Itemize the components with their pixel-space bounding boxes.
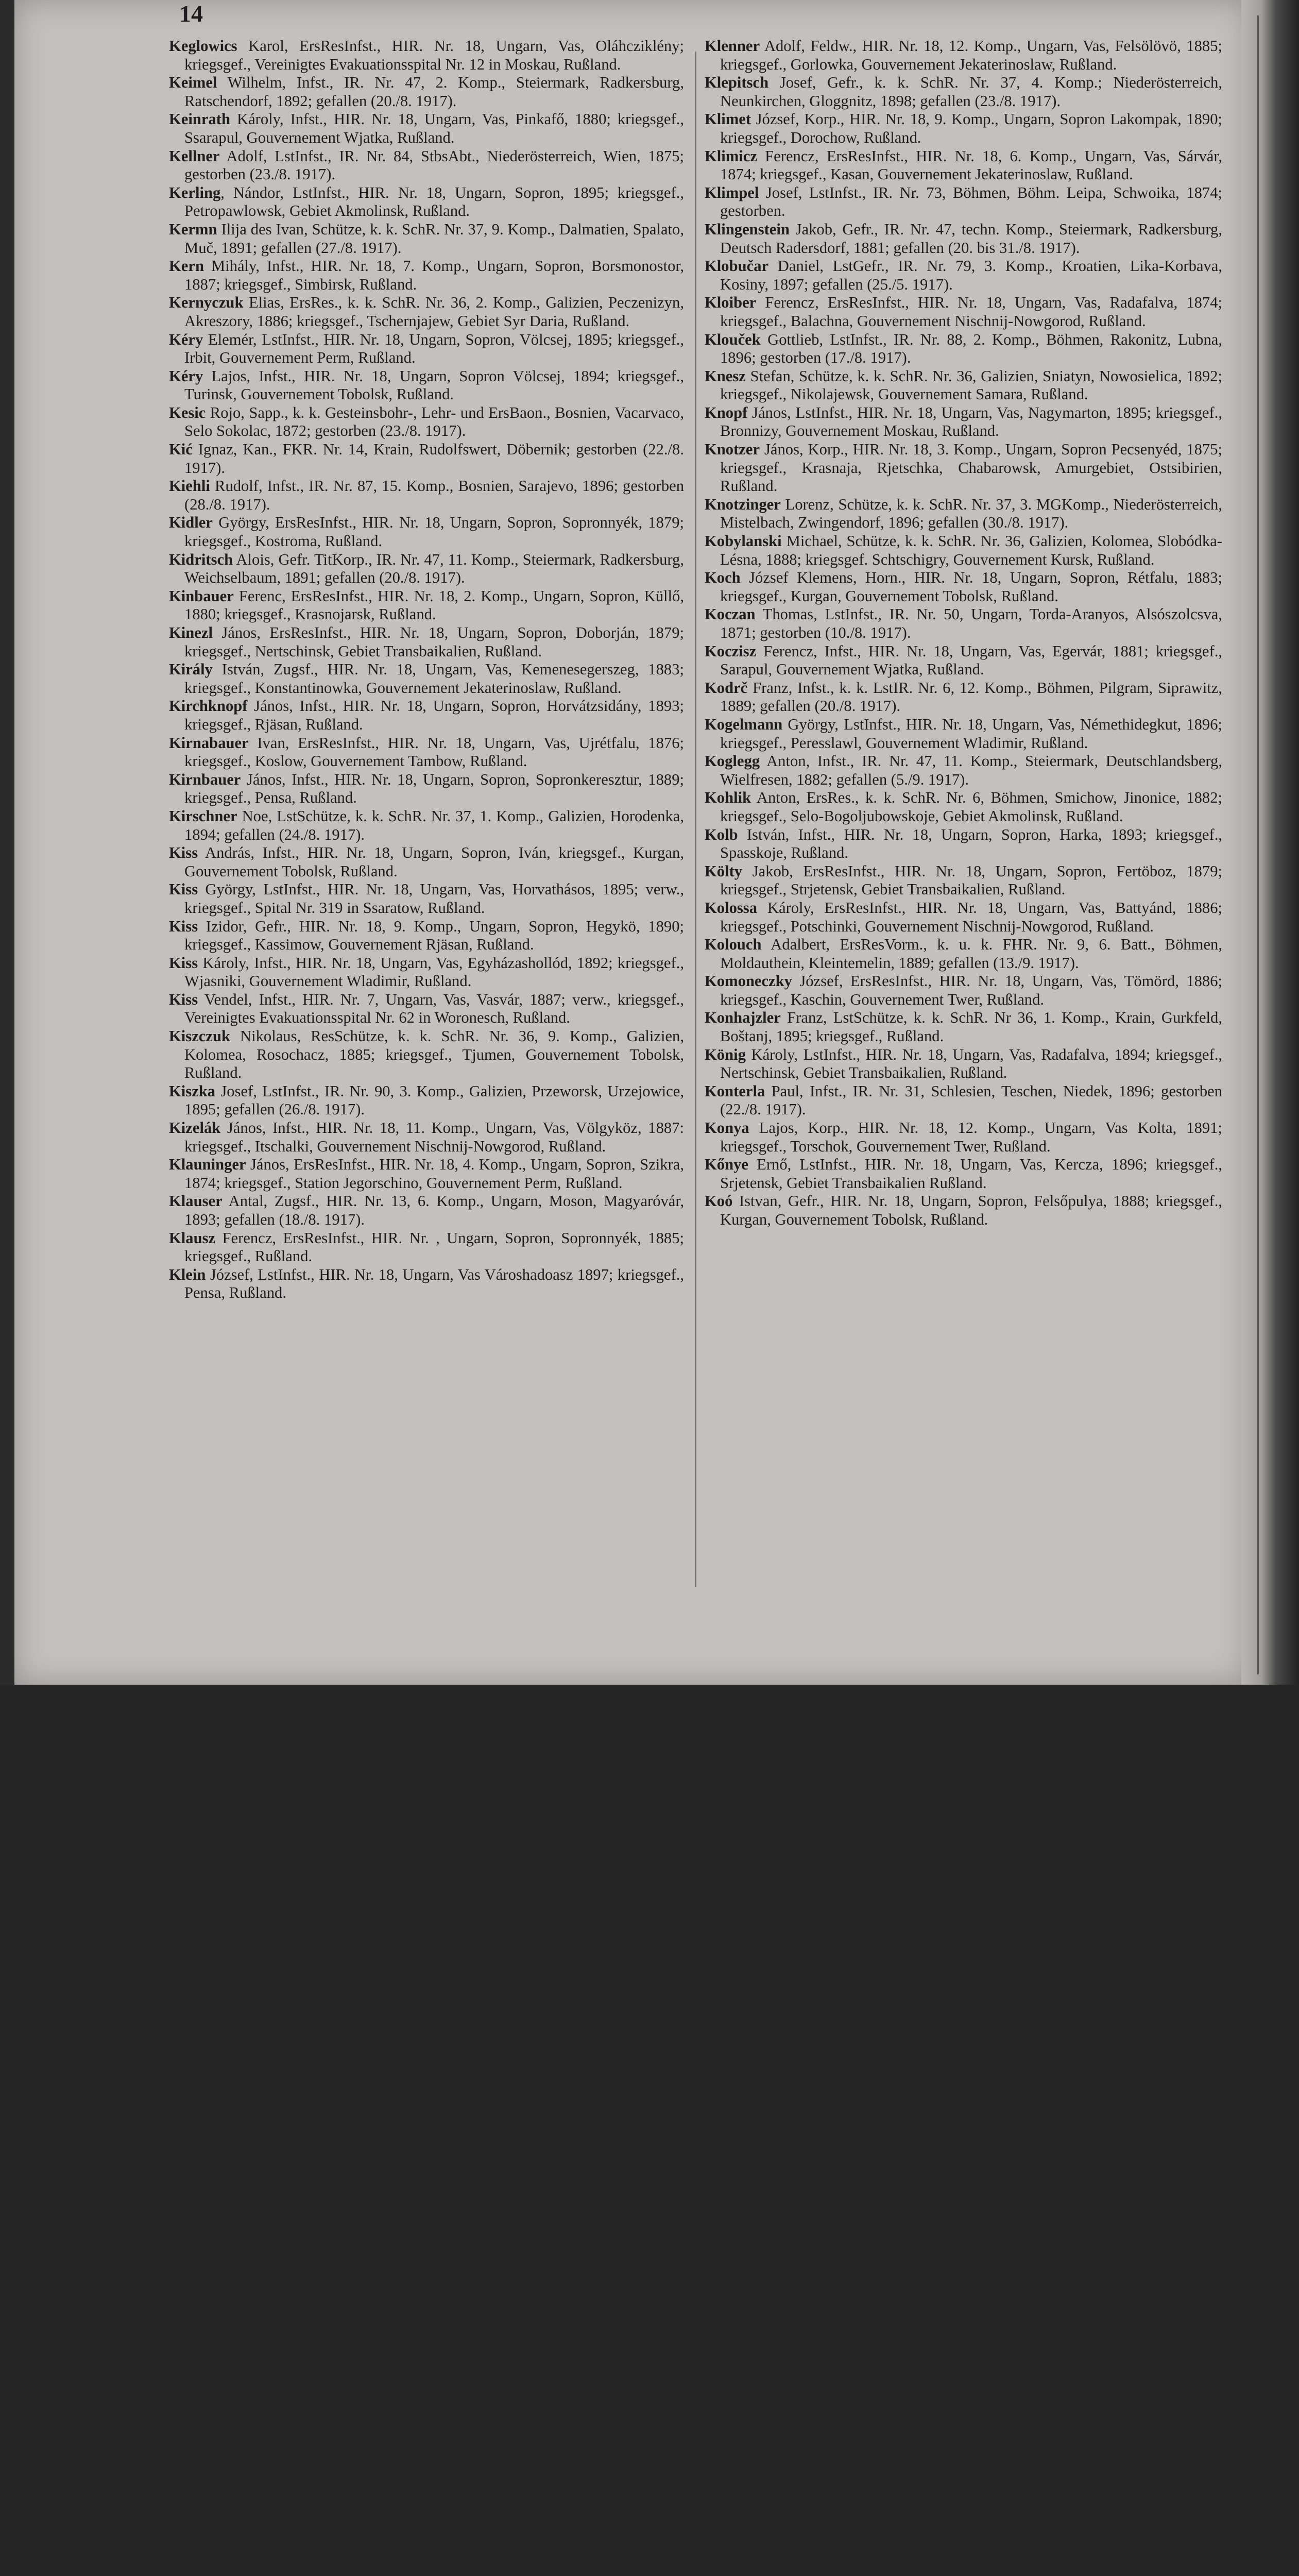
entry-details: Ivan, ErsResInfst., HIR. Nr. 18, Ungarn, Vas, Ujrétfalu, 1876; kriegsgef., Koslow, Gouvernement Tambow, Rußland. xyxy=(184,734,684,770)
entry-details: János, Infst., HIR. Nr. 18, 11. Komp., Ungarn, Vas, Völgyköz, 1887: kriegsgef., Itschalki, Gouvernement Nischnij-Nowgorod, Rußland. xyxy=(184,1119,684,1155)
register-entry xyxy=(705,862,1222,899)
entry-details: Ferenc, ErsResInfst., HIR. Nr. 18, 2. Komp., Ungarn, Sopron, Küllő, 1880; kriegsgef., Krasnojarsk, Rußland. xyxy=(184,587,684,623)
entry-details: Ferencz, ErsResInfst., HIR. Nr. 18, Ungarn, Vas, Radafalva, 1874; kriegsgef., Balachna, Gouvernement Nischnij-Nowgorod, Rußland. xyxy=(720,294,1222,330)
entry-surname: Kiszka xyxy=(169,1082,216,1100)
entry-details: Franz, Infst., k. k. LstIR. Nr. 6, 12. Komp., Böhmen, Pilgram, Siprawitz, 1889; gefallen (20./8. 1917). xyxy=(720,679,1222,715)
register-entry xyxy=(169,880,684,917)
entry-surname: König xyxy=(705,1045,746,1063)
entry-surname: Kiss xyxy=(169,954,198,972)
entry-surname: Kinezl xyxy=(169,624,213,641)
left-column xyxy=(169,37,684,1302)
register-entry xyxy=(705,221,1222,257)
register-entry xyxy=(169,1266,684,1302)
entry-surname: Kirchknopf xyxy=(169,697,248,715)
entry-details: Elias, ErsRes., k. k. SchR. Nr. 36, 2. Komp., Galizien, Peczenizyn, Akreszory, 1886; kriegsgef., Tschernjajew, Gebiet Syr Daria, Rußland. xyxy=(184,294,684,330)
entry-details: Ilija des Ivan, Schütze, k. k. SchR. Nr. 37, 9. Komp., Dalmatien, Spalato, Muč, 1891; gefallen (27./8. 1917). xyxy=(184,220,684,257)
register-entry xyxy=(705,1009,1222,1045)
register-entry xyxy=(169,477,684,514)
register-entry xyxy=(169,257,684,294)
entry-surname: Kolouch xyxy=(705,936,762,954)
register-entry xyxy=(169,74,684,110)
register-entry xyxy=(705,331,1222,367)
register-entry xyxy=(705,679,1222,716)
entry-details: Károly, LstInfst., HIR. Nr. 18, Ungarn, Vas, Radafalva, 1894; kriegsgef., Nertschinsk, Gebiet Transbaikalien, Rußland. xyxy=(720,1045,1222,1082)
entry-surname: Költy xyxy=(705,862,743,880)
entry-details: Károly, Infst., HIR. Nr. 18, Ungarn, Vas, Egyházashollód, 1892; kriegsgef., Wjasniki, Gouvernement Wladimir, Rußland. xyxy=(184,954,684,990)
entry-details: János, Korp., HIR. Nr. 18, 3. Komp., Ungarn, Sopron Pecsenyéd, 1875; kriegsgef., Krasnaja, Rjetschka, Chabarowsk, Amurgebiet, Ostsibirien, Rußland. xyxy=(720,440,1222,495)
entry-details: Ignaz, Kan., FKR. Nr. 14, Krain, Rudolfswert, Döbernik; gestorben (22./8. 1917). xyxy=(184,440,684,477)
entry-surname: Kolossa xyxy=(705,899,757,917)
entry-surname: Kiszczuk xyxy=(169,1027,230,1045)
entry-details: Istvan, Gefr., HIR. Nr. 18, Ungarn, Sopron, Felsőpulya, 1888; kriegsgef., Kurgan, Gouvernement Tobolsk, Rußland. xyxy=(720,1192,1222,1228)
entry-surname: Knopf xyxy=(705,403,748,421)
entry-surname: Kern xyxy=(169,257,204,275)
register-entry xyxy=(705,440,1222,496)
register-entry xyxy=(705,789,1222,825)
register-entry xyxy=(705,1046,1222,1082)
register-entry xyxy=(169,367,684,404)
entry-surname: Klimpel xyxy=(705,183,759,201)
entry-details: Vendel, Infst., HIR. Nr. 7, Ungarn, Vas, Vasvár, 1887; verw., kriegsgef., Vereinigtes Evakuationsspital Nr. 62 in Woronesch, Rußland. xyxy=(184,990,684,1027)
entry-details: Adalbert, ErsResVorm., k. u. k. FHR. Nr. 9, 6. Batt., Böhmen, Moldauthein, Kleintemelin, 1889; gefallen (13./9. 1917). xyxy=(720,936,1222,972)
register-entry xyxy=(169,771,684,807)
entry-surname: Kesic xyxy=(169,403,206,421)
entry-surname: Kirnabauer xyxy=(169,734,249,752)
entry-details: György, LstInfst., HIR. Nr. 18, Ungarn, Vas, Némethidegkut, 1896; kriegsgef., Peresslawl, Gouvernement Wladimir, Rußland. xyxy=(720,715,1222,752)
entry-surname: Koglegg xyxy=(705,752,760,770)
register-entry xyxy=(169,37,684,74)
entry-details: István, Infst., HIR. Nr. 18, Ungarn, Sopron, Harka, 1893; kriegsgef., Spasskoje, Rußland. xyxy=(720,825,1222,862)
entry-details: Izidor, Gefr., HIR. Nr. 18, 9. Komp., Ungarn, Sopron, Hegykö, 1890; kriegsgef., Kassimow, Gouvernement Rjäsan, Rußland. xyxy=(184,917,684,954)
entry-details: György, ErsResInfst., HIR. Nr. 18, Ungarn, Sopron, Sopronnyék, 1879; kriegsgef., Kostroma, Rußland. xyxy=(184,514,684,550)
register-entry xyxy=(705,899,1222,936)
entry-surname: Knotzer xyxy=(705,440,760,459)
entry-surname: Kellner xyxy=(169,147,220,165)
entry-surname: Klimicz xyxy=(705,147,757,165)
entry-surname: Kirnbauer xyxy=(169,770,241,788)
entry-details: Károly, Infst., HIR. Nr. 18, Ungarn, Vas, Pinkafő, 1880; kriegsgef., Ssarapul, Gouvernement Wjatka, Rußland. xyxy=(184,110,684,146)
register-entry xyxy=(169,294,684,330)
entry-details: Adolf, Feldw., HIR. Nr. 18, 12. Komp., Ungarn, Vas, Felsölövö, 1885; kriegsgef., Gorlowka, Gouvernement Jekaterinoslaw, Rußland. xyxy=(720,37,1222,73)
entry-surname: Koó xyxy=(705,1192,733,1210)
register-entry xyxy=(169,734,684,771)
entry-details: János, LstInfst., HIR. Nr. 18, Ungarn, Vas, Nagymarton, 1895; kriegsgef., Bronnizy, Gouvernement Moskau, Rußland. xyxy=(720,403,1222,440)
register-entry xyxy=(705,147,1222,184)
entry-details: Elemér, LstInfst., HIR. Nr. 18, Ungarn, Sopron, Völcsej, 1895; kriegsgef., Irbit, Gouvernement Perm, Rußland. xyxy=(184,330,684,367)
entry-details: Nikolaus, ResSchütze, k. k. SchR. Nr. 36, 9. Komp., Galizien, Kolomea, Rosochacz, 1885; kriegsgef., Tjumen, Gouvernement Tobolsk, Rußland. xyxy=(184,1027,684,1082)
entry-surname: Kogelmann xyxy=(705,715,783,733)
entry-details: Anton, Infst., IR. Nr. 47, 11. Komp., Steiermark, Deutschlandsberg, Wielfresen, 1882; gefallen (5./9. 1917). xyxy=(720,752,1222,788)
entry-details: Alois, Gefr. TitKorp., IR. Nr. 47, 11. Komp., Steiermark, Radkersburg, Weichselbaum, 1891; gefallen (20./8. 1917). xyxy=(184,550,684,587)
entry-details: Stefan, Schütze, k. k. SchR. Nr. 36, Galizien, Sniatyn, Nowosielica, 1892; kriegsgef., Nikolajewsk, Gouvernement Samara, Rußland. xyxy=(720,367,1222,403)
entry-surname: Klauser xyxy=(169,1192,223,1210)
entry-surname: Kić xyxy=(169,440,193,459)
register-entry xyxy=(169,331,684,367)
entry-details: Adolf, LstInfst., IR. Nr. 84, StbsAbt., Niederösterreich, Wien, 1875; gestorben (23./8. 1917). xyxy=(184,147,684,183)
entry-surname: Kohlik xyxy=(705,789,751,807)
entry-details: János, ErsResInfst., HIR. Nr. 18, 4. Komp., Ungarn, Sopron, Szikra, 1874; kriegsgef., Station Jegorschino, Gouvernement Perm, Rußland. xyxy=(184,1156,684,1192)
entry-details: József, ErsResInfst., HIR. Nr. 18, Ungarn, Vas, Tömörd, 1886; kriegsgef., Kaschin, Gouvernement Twer, Rußland. xyxy=(720,972,1222,1008)
entry-surname: Kőnye xyxy=(705,1156,748,1174)
entry-surname: Kolb xyxy=(705,825,738,843)
entry-surname: Klimet xyxy=(705,110,751,128)
register-entry xyxy=(705,569,1222,605)
entry-details: Ferencz, ErsResInfst., HIR. Nr. , Ungarn, Sopron, Sopronnyék, 1885; kriegsgef., Rußland. xyxy=(184,1229,684,1265)
register-entry xyxy=(705,37,1222,74)
entry-details: Antal, Zugsf., HIR. Nr. 13, 6. Komp., Ungarn, Moson, Magyaróvár, 1893; gefallen (18./8. 1917). xyxy=(184,1192,684,1228)
register-entry xyxy=(705,532,1222,569)
entry-surname: Kirschner xyxy=(169,807,237,825)
register-entry xyxy=(169,1082,684,1119)
entry-surname: Kidritsch xyxy=(169,550,233,568)
register-entry xyxy=(705,1082,1222,1119)
entry-surname: Konhajzler xyxy=(705,1009,781,1027)
entry-details: Mihály, Infst., HIR. Nr. 18, 7. Komp., Ungarn, Sopron, Borsmonostor, 1887; kriegsgef., Simbirsk, Rußland. xyxy=(184,257,684,293)
entry-surname: Kiehli xyxy=(169,477,210,495)
register-entry xyxy=(705,257,1222,294)
register-entry xyxy=(169,844,684,880)
page-number: 14 xyxy=(179,1,203,27)
entry-surname: Komoneczky xyxy=(705,972,792,990)
binding-shadow-line xyxy=(1257,15,1259,1674)
register-entry xyxy=(169,440,684,477)
entry-details: József, Korp., HIR. Nr. 18, 9. Komp., Ungarn, Sopron Lakompak, 1890; kriegsgef., Dorochow, Rußland. xyxy=(720,110,1222,146)
register-entry xyxy=(169,660,684,697)
register-entry xyxy=(705,294,1222,330)
entry-details: József, LstInfst., HIR. Nr. 18, Ungarn, Vas Városhadoasz 1897; kriegsgef., Pensa, Rußland. xyxy=(184,1265,684,1302)
entry-details: József Klemens, Horn., HIR. Nr. 18, Ungarn, Sopron, Rétfalu, 1883; kriegsgef., Kurgan, Gouvernement Tobolsk, Rußland. xyxy=(720,569,1222,605)
register-entry xyxy=(705,605,1222,642)
entry-surname: Klobučar xyxy=(705,257,769,275)
entry-surname: Kinbauer xyxy=(169,587,234,605)
entry-details: Ferencz, ErsResInfst., HIR. Nr. 18, 6. Komp., Ungarn, Vas, Sárvár, 1874; kriegsgef., Kasan, Gouvernement Jekaterinoslaw, Rußland. xyxy=(720,147,1222,183)
entry-details: Rudolf, Infst., IR. Nr. 87, 15. Komp., Bosnien, Sarajevo, 1896; gestorben (28./8. 1917). xyxy=(184,477,684,513)
entry-details: Lorenz, Schütze, k. k. SchR. Nr. 37, 3. MGKomp., Niederösterreich, Mistelbach, Zwingendorf, 1896; gefallen (30./8. 1917). xyxy=(720,495,1222,532)
register-entry xyxy=(705,752,1222,789)
entry-details: György, LstInfst., HIR. Nr. 18, Ungarn, Vas, Horvathásos, 1895; verw., kriegsgef., Spital Nr. 319 in Ssaratow, Rußland. xyxy=(184,880,684,917)
register-entry xyxy=(169,1119,684,1156)
entry-surname: Klepitsch xyxy=(705,74,769,92)
entry-details: Thomas, LstInfst., IR. Nr. 50, Ungarn, Torda-Aranyos, Alsószolcsva, 1871; gestorben (10./8. 1917). xyxy=(720,605,1222,641)
register-entry xyxy=(169,954,684,991)
entry-surname: Kobylanski xyxy=(705,532,782,550)
entry-surname: Koczisz xyxy=(705,642,757,660)
entry-details: Rojo, Sapp., k. k. Gesteinsbohr-, Lehr- und ErsBaon., Bosnien, Vacarvaco, Selo Sokolac, 1872; gestorben (23./8. 1917). xyxy=(184,403,684,440)
entry-surname: Kéry xyxy=(169,367,203,385)
entry-surname: Klenner xyxy=(705,37,760,55)
register-entry xyxy=(169,807,684,844)
register-entry xyxy=(169,110,684,147)
register-entry xyxy=(705,1156,1222,1192)
register-entry xyxy=(169,697,684,734)
entry-details: János, Infst., HIR. Nr. 18, Ungarn, Sopron, Sopronkeresztur, 1889; kriegsgef., Pensa, Rußland. xyxy=(184,770,684,807)
entry-details: Jakob, ErsResInfst., HIR. Nr. 18, Ungarn, Sopron, Fertöboz, 1879; kriegsgef., Strjetensk, Gebiet Transbaikalien, Rußland. xyxy=(720,862,1222,899)
register-entry xyxy=(705,404,1222,440)
register-entry xyxy=(169,184,684,221)
entry-details: Károly, ErsResInfst., HIR. Nr. 18, Ungarn, Vas, Battyánd, 1886; kriegsgef., Potschinki, Gouvernement Nischnij-Nowgorod, Rußland. xyxy=(720,899,1222,935)
register-entry xyxy=(169,147,684,184)
entry-surname: Kizelák xyxy=(169,1119,221,1137)
entry-details: Josef, LstInfst., IR. Nr. 73, Böhmen, Böhm. Leipa, Schwoika, 1874; gestorben. xyxy=(720,183,1222,220)
register-entry xyxy=(705,74,1222,110)
entry-details: Gottlieb, LstInfst., IR. Nr. 88, 2. Komp., Böhmen, Rakonitz, Lubna, 1896; gestorben (17./8. 1917). xyxy=(720,330,1222,367)
entry-surname: Kiss xyxy=(169,990,198,1008)
entry-details: János, ErsResInfst., HIR. Nr. 18, Ungarn, Sopron, Doborján, 1879; kriegsgef., Nertschinsk, Gebiet Transbaikalien, Rußland. xyxy=(184,624,684,660)
register-entry xyxy=(169,221,684,257)
entry-surname: Kloiber xyxy=(705,294,757,312)
column-divider xyxy=(695,52,696,1587)
entry-details: Lajos, Infst., HIR. Nr. 18, Ungarn, Sopron Völcsej, 1894; kriegsgef., Turinsk, Gouvernement Tobolsk, Rußland. xyxy=(184,367,684,403)
register-entry xyxy=(169,1156,684,1192)
entry-details: Paul, Infst., IR. Nr. 31, Schlesien, Teschen, Niedek, 1896; gestorben (22./8. 1917). xyxy=(720,1082,1222,1118)
register-entry xyxy=(169,1192,684,1229)
entry-details: Daniel, LstGefr., IR. Nr. 79, 3. Komp., Kroatien, Lika-Korbava, Kosiny, 1897; gefallen (25./5. 1917). xyxy=(720,257,1222,293)
entry-details: Franz, LstSchütze, k. k. SchR. Nr 36, 1. Komp., Krain, Gurkfeld, Boštanj, 1895; kriegsgef., Rußland. xyxy=(720,1009,1222,1045)
register-entry xyxy=(705,1192,1222,1229)
entry-surname: Kidler xyxy=(169,514,213,532)
entry-details: Karol, ErsResInfst., HIR. Nr. 18, Ungarn, Vas, Oláhcziklény; kriegsgef., Vereinigtes Evakuationsspital Nr. 12 in Moskau, Rußland. xyxy=(184,37,684,73)
entry-details: Anton, ErsRes., k. k. SchR. Nr. 6, Böhmen, Smichow, Jinonice, 1882; kriegsgef., Selo-Bogoljubowskoje, Gebiet Akmolinsk, Rußland. xyxy=(720,789,1222,825)
entry-surname: Knesz xyxy=(705,367,746,385)
entry-details: János, Infst., HIR. Nr. 18, Ungarn, Sopron, Horvátzsidány, 1893; kriegsgef., Rjäsan, Rußland. xyxy=(184,697,684,733)
entry-surname: Kodrč xyxy=(705,679,748,697)
entry-surname: Kéry xyxy=(169,330,203,348)
register-entry xyxy=(705,936,1222,972)
entry-surname: Klouček xyxy=(705,330,761,348)
register-entry xyxy=(705,642,1222,679)
entry-surname: Kiss xyxy=(169,880,198,899)
entry-surname: Kernyczuk xyxy=(169,294,244,312)
entry-surname: Keinrath xyxy=(169,110,230,128)
register-entry xyxy=(705,972,1222,1009)
entry-surname: Király xyxy=(169,660,213,679)
entry-surname: Konterla xyxy=(705,1082,765,1100)
entry-surname: Klauninger xyxy=(169,1156,246,1174)
register-entry xyxy=(705,184,1222,221)
register-entry xyxy=(705,496,1222,532)
entry-details: , Nándor, LstInfst., HIR. Nr. 18, Ungarn, Sopron, 1895; kriegsgef., Petropawlowsk, Gebiet Akmolinsk, Rußland. xyxy=(184,183,684,220)
register-entry xyxy=(169,918,684,954)
entry-surname: Koch xyxy=(705,569,741,587)
entry-surname: Keimel xyxy=(169,74,217,92)
entry-surname: Knotzinger xyxy=(705,495,781,513)
document-page xyxy=(14,0,1248,1685)
entry-details: István, Zugsf., HIR. Nr. 18, Ungarn, Vas, Kemenesegerszeg, 1883; kriegsgef., Konstantinowka, Gouvernement Jekaterinoslaw, Rußland. xyxy=(184,660,684,697)
register-entry xyxy=(705,826,1222,862)
entry-surname: Koczan xyxy=(705,605,756,623)
entry-surname: Klingenstein xyxy=(705,220,790,238)
entry-details: Josef, Gefr., k. k. SchR. Nr. 37, 4. Komp.; Niederösterreich, Neunkirchen, Gloggnitz, 1898; gefallen (23./8. 1917). xyxy=(720,74,1222,110)
register-entry xyxy=(705,716,1222,752)
right-column xyxy=(705,37,1222,1229)
entry-surname: Keglowics xyxy=(169,37,237,55)
entry-surname: Kermn xyxy=(169,220,217,238)
register-entry xyxy=(705,1119,1222,1156)
entry-details: András, Infst., HIR. Nr. 18, Ungarn, Sopron, Iván, kriegsgef., Kurgan, Gouvernement Tobolsk, Rußland. xyxy=(184,844,684,880)
entry-details: Ferencz, Infst., HIR. Nr. 18, Ungarn, Vas, Egervár, 1881; kriegsgef., Sarapul, Gouvernement Wjatka, Rußland. xyxy=(720,642,1222,679)
register-entry xyxy=(169,514,684,550)
register-entry xyxy=(169,624,684,660)
entry-surname: Klausz xyxy=(169,1229,216,1247)
entry-details: Lajos, Korp., HIR. Nr. 18, 12. Komp., Ungarn, Vas Kolta, 1891; kriegsgef., Torschok, Gouvernement Twer, Rußland. xyxy=(720,1119,1222,1155)
entry-details: Wilhelm, Infst., IR. Nr. 47, 2. Komp., Steiermark, Radkersburg, Ratschendorf, 1892; gefallen (20./8. 1917). xyxy=(184,74,684,110)
entry-details: Noe, LstSchütze, k. k. SchR. Nr. 37, 1. Komp., Galizien, Horodenka, 1894; gefallen (24./8. 1917). xyxy=(184,807,684,843)
book-binding-edge xyxy=(1241,0,1299,1685)
entry-surname: Kiss xyxy=(169,917,198,935)
register-entry xyxy=(169,991,684,1027)
entry-details: Ernő, LstInfst., HIR. Nr. 18, Ungarn, Vas, Kercza, 1896; kriegsgef., Srjetensk, Gebiet Transbaikalien Rußland. xyxy=(720,1156,1222,1192)
entry-surname: Kiss xyxy=(169,844,198,862)
entry-details: Jakob, Gefr., IR. Nr. 47, techn. Komp., Steiermark, Radkersburg, Deutsch Radersdorf, 1881; gefallen (20. bis 31./8. 1917). xyxy=(720,220,1222,257)
register-entry xyxy=(705,110,1222,147)
register-entry xyxy=(169,1027,684,1082)
entry-surname: Kerling xyxy=(169,183,221,201)
register-entry xyxy=(169,551,684,587)
register-entry xyxy=(169,587,684,624)
entry-surname: Klein xyxy=(169,1265,206,1283)
viewer-footer xyxy=(0,1685,1299,1791)
entry-surname: Konya xyxy=(705,1119,749,1137)
register-entry xyxy=(169,404,684,440)
entry-details: Michael, Schütze, k. k. SchR. Nr. 36, Galizien, Kolomea, Slobódka-Lésna, 1888; kriegsgef. Schtschigry, Gouvernement Kursk, Rußland. xyxy=(720,532,1222,568)
entry-details: Josef, LstInfst., IR. Nr. 90, 3. Komp., Galizien, Przeworsk, Urzejowice, 1895; gefallen (26./8. 1917). xyxy=(184,1082,684,1118)
register-entry xyxy=(705,367,1222,404)
register-entry xyxy=(169,1229,684,1266)
